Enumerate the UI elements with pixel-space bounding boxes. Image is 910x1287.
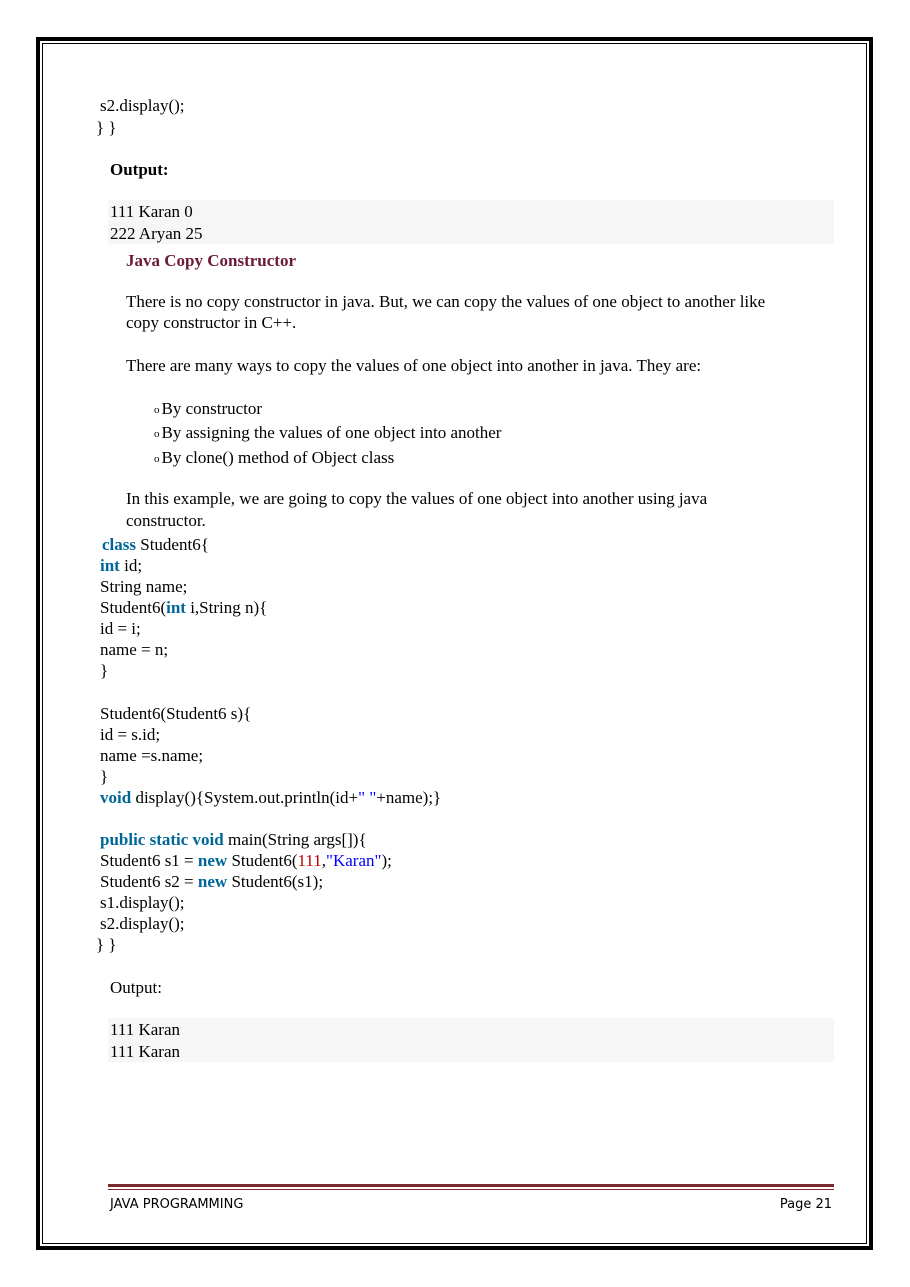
code-text: Student6(s1); [227, 872, 324, 891]
code-line [100, 850, 392, 871]
code-text: Student6( [100, 598, 167, 617]
code-text: Student6{ [136, 535, 209, 554]
footer-title: JAVA PROGRAMMING [110, 1197, 244, 1212]
code-line [100, 787, 441, 808]
code-text: ); [381, 851, 392, 870]
code-text: Student6 s2 = [100, 872, 198, 891]
paragraph-line: constructor. [126, 511, 206, 530]
paragraph-line: There are many ways to copy the values of one object into another in java. They are: [126, 356, 702, 375]
section-heading: Java Copy Constructor [126, 251, 296, 270]
code-text: main(String args[]){ [223, 830, 367, 849]
code-text: , [321, 851, 327, 870]
code-line: Student6(Student6 s){ [100, 704, 252, 723]
list-item [154, 447, 394, 470]
code-line: String name; [100, 577, 188, 596]
output-box [108, 1018, 834, 1062]
output-line: 111 Karan [110, 1042, 181, 1061]
code-line [100, 871, 323, 892]
code-text: i,String n){ [185, 598, 268, 617]
bullet-marker: o [154, 404, 160, 416]
list-item-text: By clone() method of Object class [161, 448, 395, 467]
code-line: id = i; [100, 619, 141, 638]
code-line: s1.display(); [100, 893, 185, 912]
list-item-text: By constructor [161, 399, 263, 418]
output-line: 222 Aryan 25 [110, 224, 203, 243]
page-number: Page 21 [779, 1197, 832, 1212]
paragraph-line: In this example, we are going to copy the values of one object into another using java [126, 489, 708, 508]
output-label: Output: [110, 978, 162, 997]
code-line [102, 534, 209, 555]
output-line: 111 Karan [110, 1020, 181, 1039]
paragraph-line: There is no copy constructor in java. But, we can copy the values of one object to another like [126, 292, 766, 311]
code-line: } [100, 661, 109, 680]
keyword: int [166, 598, 186, 617]
list-item [154, 422, 501, 445]
code-line [100, 829, 367, 850]
list-item-text: By assigning the values of one object into another [161, 423, 502, 442]
string-literal: "Karan" [326, 851, 382, 870]
keyword: void [100, 788, 132, 807]
code-line: s2.display(); [100, 914, 185, 933]
keyword: int [100, 556, 120, 575]
list-item [154, 398, 262, 421]
code-line: } [100, 767, 109, 786]
output-label: Output: [110, 160, 169, 179]
code-text: Student6 s1 = [100, 851, 198, 870]
code-text: +name);} [376, 788, 442, 807]
code-line: name =s.name; [100, 746, 204, 765]
paragraph-line: copy constructor in C++. [126, 313, 297, 332]
keyword: new [197, 872, 228, 891]
code-line: } } [96, 935, 117, 954]
output-box [108, 200, 834, 244]
footer-rule [108, 1184, 834, 1187]
code-line: name = n; [100, 640, 169, 659]
code-text: display(){System.out.println(id+ [131, 788, 359, 807]
footer-rule [108, 1189, 834, 1190]
string-literal: " " [358, 788, 377, 807]
keyword: new [197, 851, 228, 870]
output-line: 111 Karan 0 [110, 202, 193, 221]
keyword: class [102, 535, 136, 554]
code-text: id; [119, 556, 143, 575]
keyword: public static void [100, 830, 224, 849]
code-text: Student6( [227, 851, 298, 870]
code-line: } } [96, 118, 117, 137]
bullet-marker: o [154, 428, 160, 440]
code-line: id = s.id; [100, 725, 161, 744]
bullet-marker: o [154, 453, 160, 465]
number-literal: 111 [297, 851, 322, 870]
code-line [100, 597, 267, 618]
code-line [100, 555, 142, 576]
code-line: s2.display(); [100, 96, 185, 115]
